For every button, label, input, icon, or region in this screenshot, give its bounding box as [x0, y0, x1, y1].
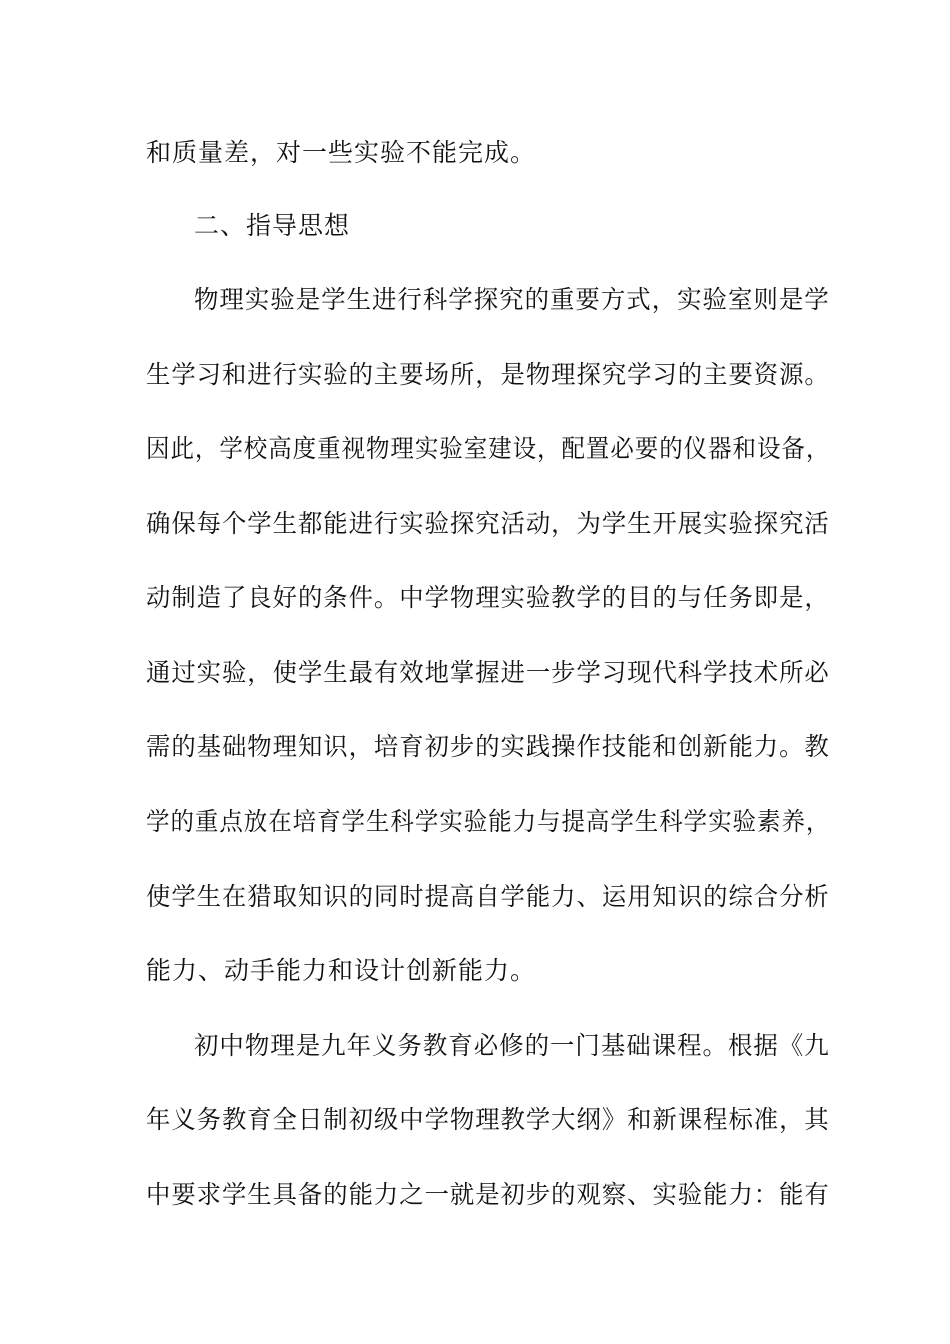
text-line: 能力、动手能力和设计创新能力。 [146, 956, 537, 985]
text-line: 初中物理是九年义务教育必修的一门基础课程。根据《九 [194, 1031, 830, 1060]
text-line: 使学生在猎取知识的同时提高自学能力、运用知识的综合分析 [146, 882, 830, 911]
section-heading: 二、指导思想 [194, 211, 351, 240]
text-line: 年义务教育全日制初级中学物理教学大纲》和新课程标准，其 [146, 1105, 830, 1134]
text-line: 学的重点放在培育学生科学实验能力与提高学生科学实验素养， [146, 807, 831, 836]
text-line: 和质量差，对一些实验不能完成。 [146, 138, 537, 167]
text-line: 通过实验，使学生最有效地掌握进一步学习现代科学技术所必 [146, 658, 830, 687]
text-line: 物理实验是学生进行科学探究的重要方式，实验室则是学 [194, 285, 830, 314]
text-line: 生学习和进行实验的主要场所，是物理探究学习的主要资源。 [146, 360, 830, 389]
text-line: 确保每个学生都能进行实验探究活动，为学生开展实验探究活 [146, 509, 830, 538]
text-line: 需的基础物理知识，培育初步的实践操作技能和创新能力。教 [146, 732, 830, 761]
text-line: 中要求学生具备的能力之一就是初步的观察、实验能力：能有 [146, 1180, 830, 1209]
text-line: 因此，学校高度重视物理实验室建设，配置必要的仪器和设备， [146, 434, 831, 463]
text-line: 动制造了良好的条件。中学物理实验教学的目的与任务即是， [146, 583, 830, 612]
